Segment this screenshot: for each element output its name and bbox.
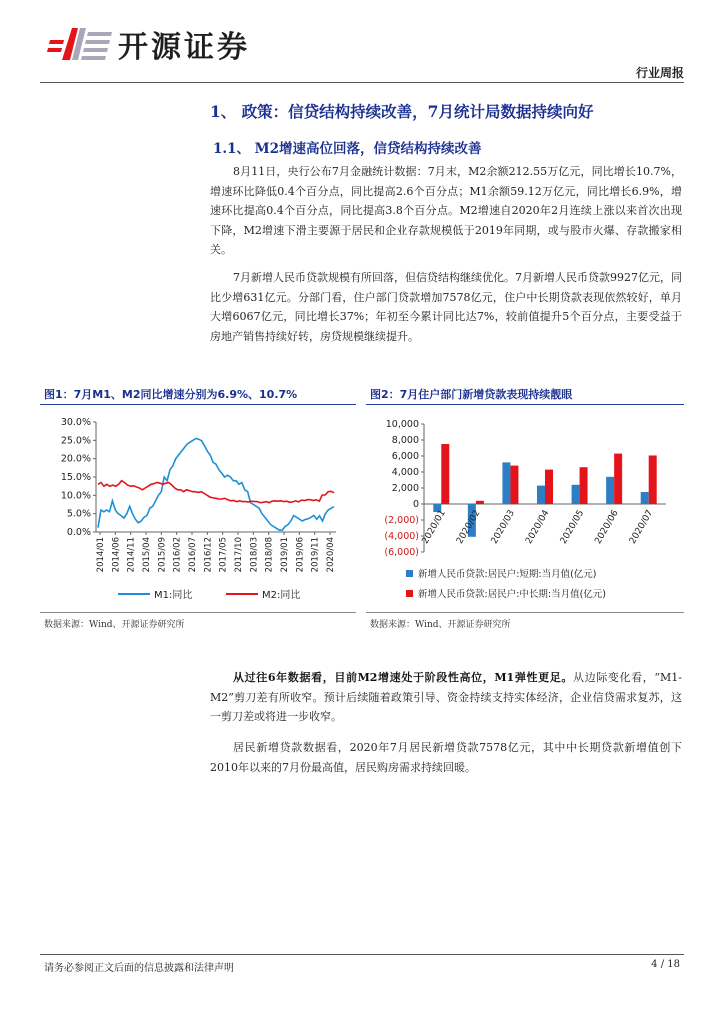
bar-long-term [580,467,588,504]
subsection-heading: 1.1、 M2增速高位回落，信贷结构持续改善 [213,141,482,157]
figure-2-source: 数据来源：Wind、开源证券研究所 [370,620,511,630]
x-tick-label: 2018/08 [264,537,275,573]
y-tick-label: 0 [412,499,419,510]
x-tick-label: 2019/06 [295,537,306,573]
logo-text: 开源证券 [118,30,250,65]
y-tick-label: 6,000 [391,451,419,462]
x-tick-label: 2019/01 [280,537,290,573]
legend-swatch-long-term [406,590,413,597]
x-tick-label: 2020/02 [455,508,483,546]
legend-label-m1: M1:同比 [154,590,193,601]
paragraph-2: 7月新增人民币贷款规模有所回落，但信贷结构继续优化。7月新增人民币贷款9927亿元，同比少增631亿元。分部门看，住户部门贷款增加7578亿元，住户中长期贷款表现依然较好，单月大增6067亿元，同比增长37%；年初至今累计同比达7%，较前值提升5个百分点，主要受益于房地产销售持续好转，房贷规模继续提升。 [210,271,682,343]
legend-label-long-term: 新增人民币贷款:居民户:中长期:当月值(亿元) [418,589,607,600]
bar-short-term [537,486,545,504]
paragraph-4: 居民新增贷款数据看，2020年7月居民新增贷款7578亿元，其中中长期贷款新增值创下2010年以来的7月份最高值，居民购房需求持续回暖。 [210,741,682,774]
y-tick-label: 4,000 [391,467,419,478]
y-tick-label: 20.0% [60,453,91,465]
x-tick-label: 2020/03 [489,508,518,546]
y-tick-label: 2,000 [391,483,419,494]
figure-1-bottom-rule [40,612,356,613]
bar-long-term [545,470,553,504]
x-tick-label: 2014/01 [96,537,106,573]
x-tick-label: 2020/07 [627,508,656,546]
series-line-m2 [98,481,334,503]
figure-1-title: 图1：7月M1、M2同比增速分别为6.9%、10.7% [44,388,298,401]
header-divider [40,82,684,83]
section-heading: 1、 政策：信贷结构持续改善，7月统计局数据持续向好 [210,102,594,121]
y-tick-label: 30.0% [60,417,91,428]
report-type-tag: 行业周报 [635,66,684,80]
y-tick-label: 8,000 [391,435,419,446]
page-number: 4 / 18 [651,959,680,970]
series-line-m1 [98,439,334,531]
y-tick-label: (2,000) [384,515,419,526]
bar-short-term [641,492,649,504]
bar-short-term [502,462,510,504]
x-tick-label: 2016/07 [188,537,198,573]
legend-label-short-term: 新增人民币贷款:居民户:短期:当月值(亿元) [418,569,597,580]
x-tick-label: 2020/04 [524,508,552,546]
logo [44,20,114,64]
m1-m2-line-chart [40,408,360,608]
y-tick-label: (6,000) [384,547,419,558]
y-tick-label: (4,000) [384,531,419,542]
y-tick-label: 10,000 [385,419,419,430]
x-tick-label: 2015/09 [157,537,168,573]
logo-mark-icon [44,20,114,64]
x-tick-label: 2020/05 [558,508,587,546]
household-loan-bar-chart [366,408,684,608]
x-tick-label: 2020/01 [420,508,448,546]
bar-long-term [510,466,518,504]
bar-long-term [476,501,484,504]
bar-long-term [649,455,657,504]
x-tick-label: 2020/04 [326,537,336,573]
x-tick-label: 2017/10 [234,537,244,573]
bar-short-term [606,477,614,504]
y-tick-label: 25.0% [60,435,91,447]
bar-short-term [572,485,580,504]
figure-1-chart [40,408,360,608]
x-tick-label: 2020/06 [593,508,621,546]
x-tick-label: 2016/02 [172,537,183,573]
x-tick-label: 2016/12 [203,537,214,573]
x-tick-label: 2015/04 [142,537,152,573]
bar-long-term [441,444,449,504]
y-tick-label: 15.0% [60,472,91,483]
figure-2-top-rule [366,404,684,405]
paragraph-1: 8月11日，央行公布7月金融统计数据：7月末，M2余额212.55万亿元，同比增长10.7%，增速环比降低0.4个百分点，同比提高2.6个百分点；M1余额59.12万亿元，同比增长6.9%，增速环比提高0.4个百分点，同比提高3.8个百分点。M2增速自2020年2月连续上涨以来首次出现下降，M2增速下滑主要源于居民和企业存款规模低于2019年同期，或与股市火爆、存款搬家相关。 [210,165,682,256]
footer-disclaimer: 请务必参阅正文后面的信息披露和法律声明 [44,963,234,974]
paragraph-3-body: 从边际变化看，“M1-M2”剪刀差有所收窄。预计后续随着政策引导、资金持续支持实体经济，企业信贷需求复苏，这一剪刀差或将进一步收窄。 [210,671,683,723]
legend-swatch-short-term [406,570,413,577]
x-tick-label: 2017/05 [218,537,229,573]
x-tick-label: 2019/11 [310,537,321,573]
y-tick-label: 0.0% [66,527,91,538]
x-tick-label: 2018/03 [249,537,260,573]
x-tick-label: 2014/06 [111,537,122,573]
bar-long-term [614,454,622,504]
paragraph-3-emphasis: 从过往6年数据看，目前M2增速处于阶段性高位，M1弹性更足。 [233,671,573,684]
figure-1-top-rule [40,404,356,405]
figure-1-source: 数据来源：Wind、开源证券研究所 [44,620,185,630]
y-tick-label: 5.0% [66,508,91,520]
figure-2-chart [366,408,684,608]
y-tick-label: 10.0% [60,490,91,502]
figure-2-bottom-rule [366,612,684,613]
figure-2-title: 图2：7月住户部门新增贷款表现持续靓眼 [370,388,573,401]
legend-label-m2: M2:同比 [262,590,301,601]
paragraph-3 [210,668,682,727]
x-tick-label: 2014/11 [126,537,137,573]
footer-divider [40,954,684,955]
